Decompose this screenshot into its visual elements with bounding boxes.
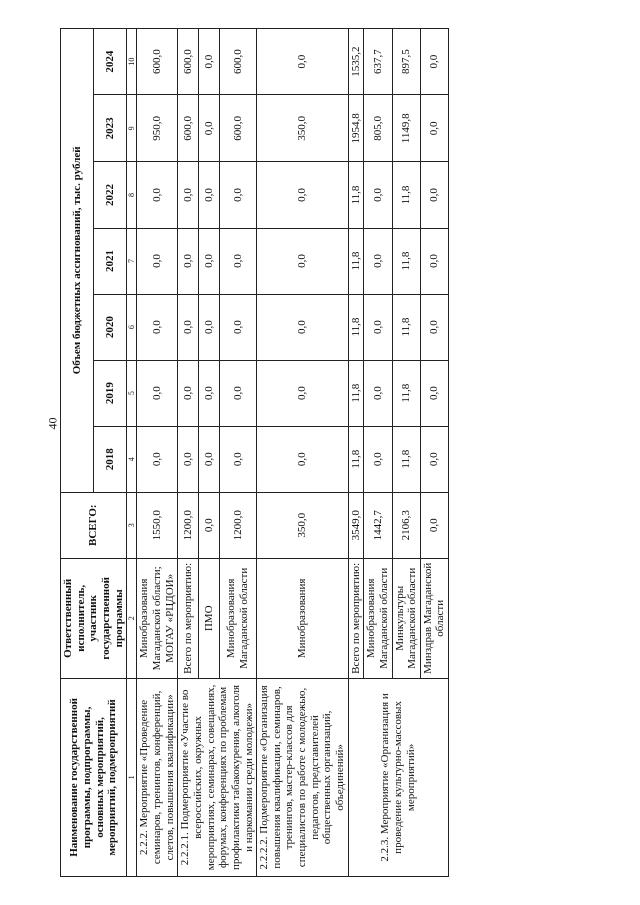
rotated-page (60, 28, 588, 877)
header-volume: Объем бюджетных ассигнований, тыс. рублей (61, 29, 94, 493)
col-index: 9 (127, 95, 137, 162)
row-executor: Минобразования (257, 558, 348, 678)
row-value: 600,0 (178, 95, 199, 162)
row-total: 0,0 (420, 492, 448, 558)
col-index: 3 (127, 492, 137, 558)
row-value: 0,0 (199, 162, 220, 228)
row-value: 0,0 (420, 29, 448, 95)
header-year: 2023 (94, 95, 127, 162)
table-row (348, 29, 364, 877)
row-total: 3549,0 (348, 492, 364, 558)
row-value: 11,8 (392, 162, 420, 228)
row-value: 0,0 (364, 294, 392, 360)
row-value: 897,5 (392, 29, 420, 95)
row-value: 600,0 (219, 29, 256, 95)
row-value: 0,0 (178, 294, 199, 360)
row-name: 2.2.2. Мероприятие «Проведение семинаров, тренингов, конференций, слетов, повышения квалификации» (137, 678, 178, 876)
row-value: 0,0 (257, 426, 348, 492)
row-total: 1550,0 (137, 492, 178, 558)
header-total: ВСЕГО: (61, 492, 127, 558)
row-value: 0,0 (137, 294, 178, 360)
row-value: 0,0 (219, 228, 256, 294)
col-index: 7 (127, 228, 137, 294)
row-value: 11,8 (392, 426, 420, 492)
row-value: 0,0 (219, 426, 256, 492)
row-name: 2.2.2.2. Подмероприятие «Организация повышения квалификации, семинаров, тренингов, мастер-классов для специалистов по работе с молодежью, педагогов, представителей общественных организаций, объединений» (257, 678, 348, 876)
row-value: 11,8 (348, 360, 364, 426)
row-executor: ПМО (199, 558, 220, 678)
row-value: 0,0 (219, 294, 256, 360)
row-value: 11,8 (348, 228, 364, 294)
table-row (257, 29, 348, 877)
row-value: 600,0 (219, 95, 256, 162)
row-value: 11,8 (348, 294, 364, 360)
header-row-1 (61, 29, 94, 877)
row-value: 0,0 (219, 360, 256, 426)
row-value: 0,0 (420, 360, 448, 426)
header-executor: Ответственный исполнитель, участник государственной программы (61, 558, 127, 678)
row-name: 2.2.3. Мероприятие «Организация и проведение культурно-массовых мероприятий» (348, 678, 448, 876)
col-index: 1 (127, 678, 137, 876)
row-value: 0,0 (178, 162, 199, 228)
row-executor: Минкультуры Магаданской области (392, 558, 420, 678)
col-index: 10 (127, 29, 137, 95)
row-value: 805,0 (364, 95, 392, 162)
row-total: 1200,0 (219, 492, 256, 558)
row-executor: Минобразования Магаданской области; МОГАУ «РЦДОИ» (137, 558, 178, 678)
row-value: 0,0 (420, 426, 448, 492)
row-value: 0,0 (199, 360, 220, 426)
row-total: 1200,0 (178, 492, 199, 558)
row-value: 0,0 (137, 162, 178, 228)
row-value: 11,8 (348, 426, 364, 492)
row-value: 950,0 (137, 95, 178, 162)
row-value: 1954,8 (348, 95, 364, 162)
row-executor: Минздрав Магаданской области (420, 558, 448, 678)
row-value: 0,0 (178, 426, 199, 492)
row-value: 11,8 (392, 360, 420, 426)
index-row (127, 29, 137, 877)
row-value: 0,0 (364, 162, 392, 228)
table-row (178, 29, 199, 877)
header-name: Наименование государственной программы, подпрограммы, основных мероприятий, мероприятий, подмероприятий (61, 678, 127, 876)
row-value: 0,0 (364, 228, 392, 294)
col-index: 8 (127, 162, 137, 228)
page-number: 40 (45, 417, 60, 430)
row-total: 350,0 (257, 492, 348, 558)
row-value: 0,0 (257, 29, 348, 95)
row-value: 0,0 (420, 95, 448, 162)
row-value: 1535,2 (348, 29, 364, 95)
row-value: 0,0 (178, 228, 199, 294)
row-value: 637,7 (364, 29, 392, 95)
row-value: 11,8 (392, 228, 420, 294)
col-index: 4 (127, 426, 137, 492)
row-value: 11,8 (392, 294, 420, 360)
row-value: 0,0 (199, 29, 220, 95)
row-value: 11,8 (348, 162, 364, 228)
row-executor: Всего по мероприятию: (348, 558, 364, 678)
header-year: 2024 (94, 29, 127, 95)
row-value: 0,0 (137, 426, 178, 492)
row-value: 0,0 (420, 228, 448, 294)
row-value: 0,0 (257, 162, 348, 228)
header-year: 2022 (94, 162, 127, 228)
row-executor: Минобразования Магаданской области (219, 558, 256, 678)
col-index: 2 (127, 558, 137, 678)
row-name: 2.2.2.1. Подмероприятие «Участие во всероссийских, окружных мероприятиях, семинарах, совещаниях, форумах, конференциях по проблемам профилактики табакокурения, алкоголя и наркомании среди молодежи» (178, 678, 257, 876)
row-value: 0,0 (257, 294, 348, 360)
row-executor: Всего по мероприятию: (178, 558, 199, 678)
row-total: 1442,7 (364, 492, 392, 558)
col-index: 6 (127, 294, 137, 360)
row-total: 0,0 (199, 492, 220, 558)
header-year: 2020 (94, 294, 127, 360)
row-total: 2106,3 (392, 492, 420, 558)
row-value: 0,0 (137, 228, 178, 294)
row-value: 0,0 (257, 228, 348, 294)
budget-table (60, 28, 449, 877)
row-value: 0,0 (364, 360, 392, 426)
row-value: 0,0 (199, 228, 220, 294)
row-value: 0,0 (199, 426, 220, 492)
row-value: 0,0 (257, 360, 348, 426)
table-row (137, 29, 178, 877)
col-index: 5 (127, 360, 137, 426)
header-year: 2021 (94, 228, 127, 294)
row-value: 0,0 (199, 294, 220, 360)
header-year: 2019 (94, 360, 127, 426)
row-value: 1149,8 (392, 95, 420, 162)
row-value: 600,0 (178, 29, 199, 95)
row-value: 0,0 (199, 95, 220, 162)
header-year: 2018 (94, 426, 127, 492)
row-value: 0,0 (420, 162, 448, 228)
row-value: 0,0 (219, 162, 256, 228)
row-value: 0,0 (364, 426, 392, 492)
row-value: 350,0 (257, 95, 348, 162)
row-executor: Минобразования Магаданской области (364, 558, 392, 678)
row-value: 0,0 (137, 360, 178, 426)
row-value: 0,0 (178, 360, 199, 426)
row-value: 600,0 (137, 29, 178, 95)
row-value: 0,0 (420, 294, 448, 360)
